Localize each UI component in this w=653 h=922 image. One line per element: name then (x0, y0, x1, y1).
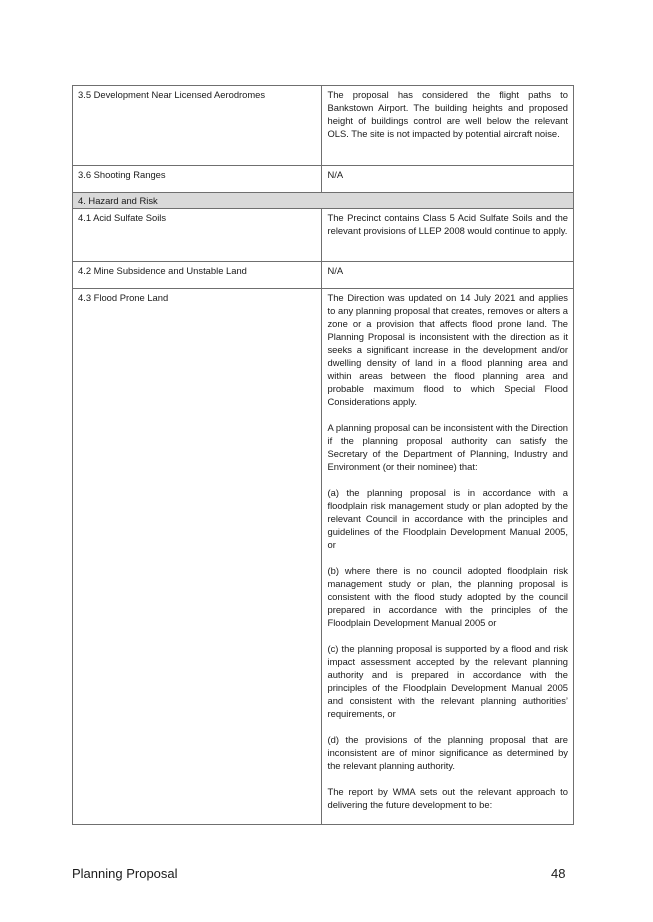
comment-paragraph: A planning proposal can be inconsistent with the Direction if the planning proposal authority can satisfy the Secretary of the Department of Planning, Industry and Environment (or their nominee) that: (327, 422, 568, 472)
page-number: 48 (551, 866, 566, 881)
direction-item: 4.1 Acid Sulfate Soils (73, 209, 322, 262)
direction-comment (322, 289, 574, 825)
direction-item: 3.5 Development Near Licensed Aerodromes (73, 86, 322, 166)
section-heading: 4. Hazard and Risk (73, 193, 574, 209)
direction-comment (322, 86, 574, 166)
ministerial-directions-table (72, 85, 574, 825)
table-row (73, 86, 574, 166)
comment-paragraph: (b) where there is no council adopted floodplain risk management study or plan, the planning proposal is consistent with the flood study adopted by the council prepared in accordance with the principles of the Floodplain Development Manual 2005 or (327, 565, 568, 628)
comment-paragraph: (c) the planning proposal is supported by a flood and risk impact assessment accepted by the relevant planning authority and is prepared in accordance with the principles of the Floodplain Development Manual 2005 and consistent with the relevant planning authorities’ requirements, or (327, 643, 568, 719)
comment-paragraph: (a) the planning proposal is in accordance with a floodplain risk management study or plan adopted by the relevant Council in accordance with the principles and guidelines of the Floodplain Development Manual 2005, or (327, 487, 568, 550)
direction-comment (322, 262, 574, 289)
direction-item: 4.3 Flood Prone Land (73, 289, 322, 825)
comment-paragraph: N/A (327, 265, 344, 276)
comment-paragraph: The proposal has considered the flight paths to Bankstown Airport. The building heights and proposed height of buildings control are well below the relevant OLS. The site is not impacted by potential aircraft noise. (327, 89, 568, 139)
section-heading-row (73, 193, 574, 209)
footer-title: Planning Proposal (72, 866, 178, 881)
table-row (73, 209, 574, 262)
comment-paragraph: The Precinct contains Class 5 Acid Sulfate Soils and the relevant provisions of LLEP 2008 would continue to apply. (327, 212, 568, 236)
direction-comment (322, 209, 574, 262)
direction-item: 3.6 Shooting Ranges (73, 166, 322, 193)
comment-paragraph: N/A (327, 169, 344, 180)
direction-item: 4.2 Mine Subsidence and Unstable Land (73, 262, 322, 289)
comment-paragraph: (d) the provisions of the planning proposal that are inconsistent are of minor significance as determined by the relevant planning authority. (327, 734, 568, 771)
table-row (73, 289, 574, 825)
comment-paragraph: The Direction was updated on 14 July 2021 and applies to any planning proposal that creates, removes or alters a zone or a provision that affects flood prone land. The Planning Proposal is inconsistent with the direction as it seeks a significant increase in the development and/or dwelling density of land in a flood planning area and within areas between the flood planning area and probable maximum flood to which Special Flood Considerations apply. (327, 292, 568, 407)
direction-comment (322, 166, 574, 193)
table-row (73, 262, 574, 289)
table-row (73, 166, 574, 193)
comment-paragraph: The report by WMA sets out the relevant approach to delivering the future development to be: (327, 786, 568, 810)
